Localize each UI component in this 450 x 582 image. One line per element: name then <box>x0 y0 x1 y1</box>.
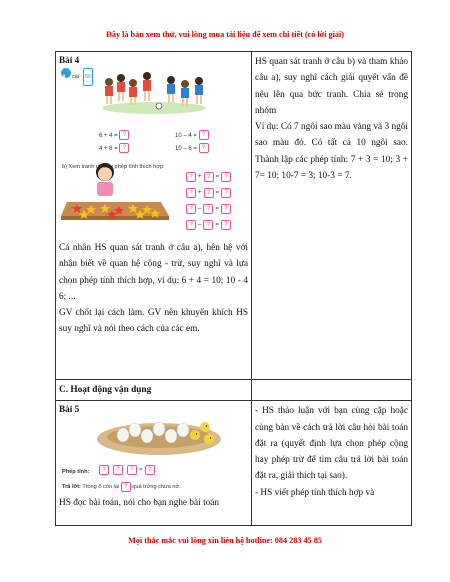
answer-box[interactable]: ? <box>199 143 209 153</box>
calc-row-2-right <box>175 141 209 157</box>
calc-expr: 4 + 6 = <box>99 146 118 152</box>
answer-box[interactable]: ? <box>221 204 231 214</box>
kids-group-left-icon <box>105 72 151 105</box>
op-row-2: ? + ? = ? <box>186 185 231 202</box>
calc-row-2-left <box>99 141 129 157</box>
answer-box[interactable]: ? <box>127 465 137 475</box>
bai4-right-text-2: Ví dụ: Có 7 ngôi sao màu vàng và 3 ngôi sao màu đỏ. Có tất cả 10 ngôi sao. Thành lập các phép tính: 7 + 3 = 10; 3 + 7= 10; 10-7 = 3; 10-3 = 7. <box>255 122 408 182</box>
bai5-title: Bài 5 <box>59 404 80 415</box>
answer-box[interactable]: ? <box>121 482 131 492</box>
op-row-1: ? + ? = ? <box>186 169 231 186</box>
op-symbol: – <box>198 206 202 212</box>
badge-number: 4 <box>62 74 66 80</box>
tra-loi-line <box>62 479 181 495</box>
calc-expr: 6 + 4 = <box>99 133 118 139</box>
bai4-right-text-1: HS quan sát tranh ở câu b) và tham khảo câu a), suy nghĩ cách giải quyết vấn đề nêu lên qua bức tranh. Chia sẻ trong nhóm <box>255 57 408 116</box>
answer-box[interactable]: ? <box>204 188 214 198</box>
answer-box[interactable]: ? <box>204 172 214 182</box>
phep-tinh-boxes <box>99 462 155 479</box>
answer-box[interactable]: ? <box>203 220 213 230</box>
bai5-left-cell <box>56 401 252 526</box>
op-row-4: ? – ? = ? <box>186 217 231 234</box>
answer-box[interactable]: ? <box>186 188 196 198</box>
calc-expr: 10 – 4 = <box>175 133 197 139</box>
answer-box[interactable]: ? <box>119 130 129 140</box>
ball-icon <box>156 103 162 109</box>
footer-notice: Mọi thắc mắc vui lòng xin liên hệ hotline: 084 283 45 85 <box>128 536 322 545</box>
op-symbol: – <box>198 222 202 228</box>
grass <box>102 102 206 114</box>
bai4-title: Bài 4 <box>59 55 80 65</box>
answer-box[interactable]: ? <box>119 143 129 153</box>
answer-prefix: Trong ổ còn lại <box>82 484 120 491</box>
lesson-table <box>55 51 412 526</box>
op-symbol: = <box>139 467 143 474</box>
section-c-row <box>56 380 412 401</box>
answer-suffix: quả trứng chưa nở. <box>132 484 181 491</box>
bai4-left-text-1: Cá nhân HS quan sát tranh ở câu a), hên hệ với nhận biết về quan hệ cộng - trừ, suy nghĩ và lựa chọn phép tính thích hợp, ví dụ: 6 + 4 = 10; 10 - 4 6; ... <box>59 243 248 302</box>
section-c-heading: C. Hoạt động vận dụng <box>56 380 252 401</box>
answer-box[interactable]: ? <box>113 465 123 475</box>
answer-box[interactable]: ? <box>186 172 196 182</box>
bai4-instruction: b) Xem tranh rồi nêu phép tính thích hợp: <box>62 164 165 170</box>
op-symbol: + <box>198 174 202 180</box>
answer-box[interactable]: ? <box>199 130 209 140</box>
bai5-figure <box>59 415 248 495</box>
answer-box[interactable]: ? <box>99 465 109 475</box>
answer-box[interactable]: ? <box>221 220 231 230</box>
op-symbol: + <box>198 190 202 196</box>
bai4-left-cell <box>56 52 252 380</box>
bai5-right-cell <box>252 401 412 526</box>
kids-group-right-icon <box>167 76 203 106</box>
bai4-left-text-2: GV chốt lại cách làm. GV nên khuyến khích HS suy nghĩ và nói theo cách của các em. <box>59 308 248 335</box>
answer-box[interactable]: ? <box>221 172 231 182</box>
badge-value: 56 <box>83 68 93 86</box>
phep-tinh-label: Phép tính: <box>62 469 90 476</box>
bai5-left-text: HS đọc bài toán, nói cho bạn nghe bài toán <box>59 498 220 509</box>
calc-expr: 10 – 6 = <box>175 146 197 152</box>
answer-box[interactable]: ? <box>145 465 155 475</box>
header-notice: Đây là bản xem thử, vui lòng mua tài liệu để xem chi tiết (có lời giải) <box>105 30 344 39</box>
answer-box[interactable]: ? <box>186 220 196 230</box>
bai4-row <box>56 52 412 380</box>
section-c-empty <box>252 380 412 401</box>
bai4-figure <box>59 66 248 240</box>
answer-box[interactable]: ? <box>203 204 213 214</box>
op-row-3: ? – ? = ? <box>186 201 231 218</box>
bai4-right-cell <box>252 52 412 380</box>
answer-box[interactable]: ? <box>221 188 231 198</box>
tra-loi-label: Trả lời: <box>62 484 81 491</box>
bai5-right-text-1: - HS thảo luận với bạn cùng cặp hoặc cùng bàn về cách trả lời câu hỏi bài toán đặt ra (quyết định lựa chọn phép cộng hay phép trừ để tìm câu trả lời bài toán đặt ra, giải thích tại sao). <box>255 406 408 482</box>
bai5-right-text-2: - HS viết phép tính thích hợp và <box>255 487 375 498</box>
badge-text: cái <box>72 74 80 80</box>
bai5-row <box>56 401 412 526</box>
answer-box[interactable]: ? <box>186 204 196 214</box>
